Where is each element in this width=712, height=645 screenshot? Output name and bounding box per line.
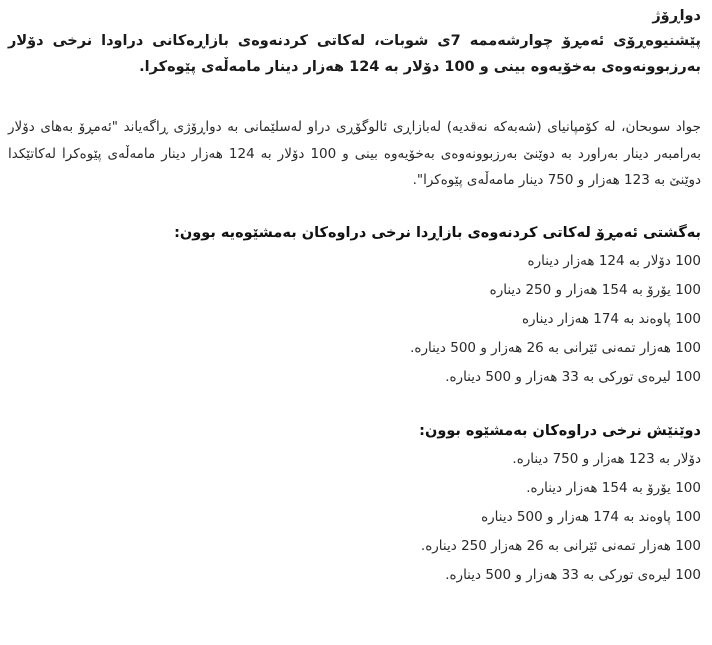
rate-item: 100 پاوەند بە 174 هەزار دینارە [521, 310, 701, 327]
yesterday-rates-list [8, 445, 701, 590]
source-title: دواڕۆژ [652, 8, 701, 24]
yesterday-rates-section [8, 420, 701, 590]
today-rates-section [8, 222, 701, 392]
today-rates-heading: بەگشتی ئەمڕۆ لەکاتی کردنەوەی بازاڕدا نرخی دراوەکان بەمشێوەیە بوون: [174, 224, 701, 241]
rate-item: 100 هەزار تمەنی ئێرانی بە 26 هەزار و 500 دینارە. [410, 339, 701, 356]
rate-item: 100 هەزار تمەنی ئێرانی بە 26 هەزار 250 دینارە. [420, 537, 701, 554]
yesterday-rates-heading: دوێنێش نرخی دراوەکان بەمشێوە بوون: [419, 422, 701, 439]
rate-item: 100 یۆرۆ بە 154 هەزار و 250 دینارە [489, 281, 701, 298]
rate-item: 100 لیرەی تورکی بە 33 هەزار و 500 دینارە. [445, 566, 701, 583]
rate-item: 100 پاوەند بە 174 هەزار و 500 دینارە [481, 508, 701, 525]
lead-paragraph: پێشنیوەڕۆی ئەمڕۆ چوارشەممە 7ی شوبات، لەکاتی کردنەوەی بازاڕەکانی دراودا نرخی دۆلار بەرزبوونەوەی بەخۆیەوە بینی و 100 دۆلار بە 124 هەزار دینار مامەڵەی پێوەکرا. [8, 33, 701, 75]
rate-item: دۆلار بە 123 هەزار و 750 دینارە. [512, 450, 701, 467]
rate-item: 100 لیرەی تورکی بە 33 هەزار و 500 دینارە. [445, 368, 701, 385]
rate-item: 100 دۆلار بە 124 هەزار دینارە [527, 252, 701, 269]
rate-item: 100 یۆرۆ بە 154 هەزار دینارە. [526, 479, 701, 496]
body-paragraph: جواد سوبحان، لە کۆمپانیای (شەبەکە نەقدیە) لەبازاڕی ئالوگۆڕی دراو لەسلێمانی بە دواڕۆژی ڕاگەیاند "ئەمڕۆ بەهای دۆلار بەرامبەر دینار بەراورد بە دوێنێ بەرزبوونەوەی بەخۆیەوە بینی و 100 دۆلار بە 124 هەزار دینار مامەڵەی پێوەکرا لەکاتێکدا دوێنێ بە 123 هەزار و 750 دینار مامەڵەی پێوەکرا". [8, 119, 701, 188]
today-rates-list [8, 247, 701, 392]
